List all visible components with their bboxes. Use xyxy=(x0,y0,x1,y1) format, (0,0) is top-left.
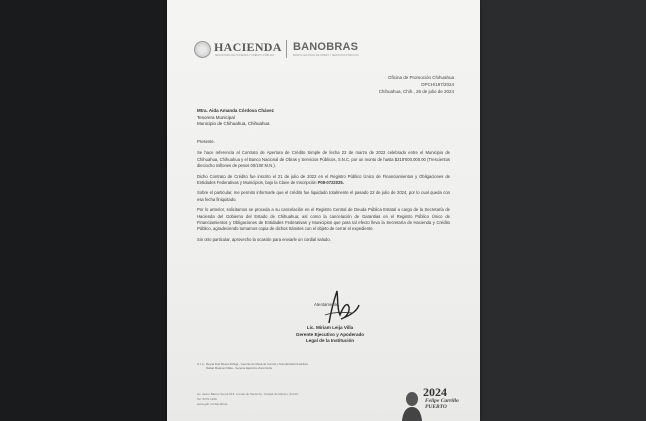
addressee-org: Municipio de Chihuahua, Chihuahua xyxy=(197,121,270,126)
hacienda-subtitle: SECRETARÍA DE HACIENDA Y CRÉDITO PÚBLICO xyxy=(215,54,275,57)
portrait-icon xyxy=(401,389,423,421)
office-reference xyxy=(379,74,454,95)
left-background xyxy=(0,0,167,421)
signer-block xyxy=(285,325,375,345)
signer-role-1: Gerente Ejecutivo y Apoderado xyxy=(295,331,365,337)
signer-role-2: Legal de la Institución xyxy=(305,338,355,344)
document-page xyxy=(167,0,480,421)
logo-divider xyxy=(286,40,287,58)
footer-website: www.gob.mx/banobras xyxy=(197,402,228,406)
closing: Atentamente, xyxy=(314,302,340,307)
addressee xyxy=(197,108,274,128)
office-name: Oficina de Promoción Chihuahua xyxy=(387,75,454,80)
badge-year: 2024 xyxy=(423,385,447,399)
banobras-logo: BANOBRAS xyxy=(293,41,359,53)
ccp-line-2: Rafael Marquez Mata.- Gerente Ejecutivo Zona Norte xyxy=(206,366,273,370)
paragraph-3: Sobre el particular, me permito informarle que el crédito fue liquidado totalmente el pasado 22 de julio de 2024, por lo cual queda con esa fecha finiquitado. xyxy=(197,190,450,202)
paragraph-4: Por lo anterior, solicitamos se proceda a su cancelación en el Registro Central de Deuda Pública Estatal a cargo de la Secretaría de Hacienda del Gobierno del Estado de Chihuahua; así como la cancelación de Garantías en el Registro Público Único de Financiamientos y Obligaciones de Entidades Federativas y Municipios que para tal efecto lleva la Secretaría de Hacienda y Crédito Público, agradeciendo turnarnos copia de dichos trámites con el objeto de cerrar el expediente. xyxy=(197,207,450,232)
banobras-subtitle: BANCO NACIONAL DE OBRAS Y SERVICIOS PÚBLICOS xyxy=(293,54,359,57)
paragraph-2 xyxy=(197,174,450,187)
footer xyxy=(197,392,299,407)
addressee-title: Tesorera Municipal xyxy=(197,114,235,120)
badge-name-line-1: Felipe Carrillo xyxy=(425,398,459,404)
office-date: Chihuahua, Chih., 26 de julio de 2024 xyxy=(378,89,454,94)
paragraph-1: Se hace referencia al Contrato de Apertura de Crédito Simple de fecha 22 de marzo de 2022 celebrado entre el Municipio de Chihuahua, Chihuahua y el Banco Nacional de Obras y Servicios Públicos, S.N.C. por un monto de hasta $318'000,000.00 (Trescientos dieciocho millones de pesos 00/100 M.N.). xyxy=(197,150,450,169)
addressee-name: Mtra. Aida Amanda Córdova Chávez xyxy=(197,108,274,113)
letterhead xyxy=(194,40,374,64)
badge-name-line-2: PUERTO xyxy=(425,403,447,410)
paragraph-2-text: Dicho Contrato de Crédito fue inscrito el 21 de julio de 2022 en el Registro Público Único de Financiamientos y Obligaciones de Entidades Federativas y Municipios, bajo la Clave de Inscripción xyxy=(197,173,450,186)
footer-address: Av. Javier Barros Sierra 515, Lomas de Santa Fe, Ciudad de México, 01219. xyxy=(197,392,299,396)
footer-phone: Tel: 5270 1200 xyxy=(197,397,217,401)
coat-of-arms-icon xyxy=(194,41,211,58)
carbon-copy xyxy=(197,362,308,370)
paragraph-5: Sin otro particular, aprovecho la ocasión para enviarle un cordial saludo. xyxy=(197,236,331,242)
year-badge xyxy=(401,383,465,421)
letter-body xyxy=(197,139,450,247)
signer-name: Lic. Miriam Leija Villa xyxy=(306,325,354,330)
badge-name xyxy=(425,399,459,410)
right-background xyxy=(480,0,646,421)
ccp-line-1: C.c.p.- Reyna Itzel Rivera Zúñiga.- Gerente de Mesa de Control y Normatividad Crediticia xyxy=(197,362,308,366)
inscription-code: P08-0722025. xyxy=(317,180,344,186)
hacienda-logo: HACIENDA xyxy=(214,40,282,54)
greeting: Presente. xyxy=(197,139,215,144)
signature-image xyxy=(307,285,367,325)
office-number: OPCH/197/2024 xyxy=(420,82,454,87)
